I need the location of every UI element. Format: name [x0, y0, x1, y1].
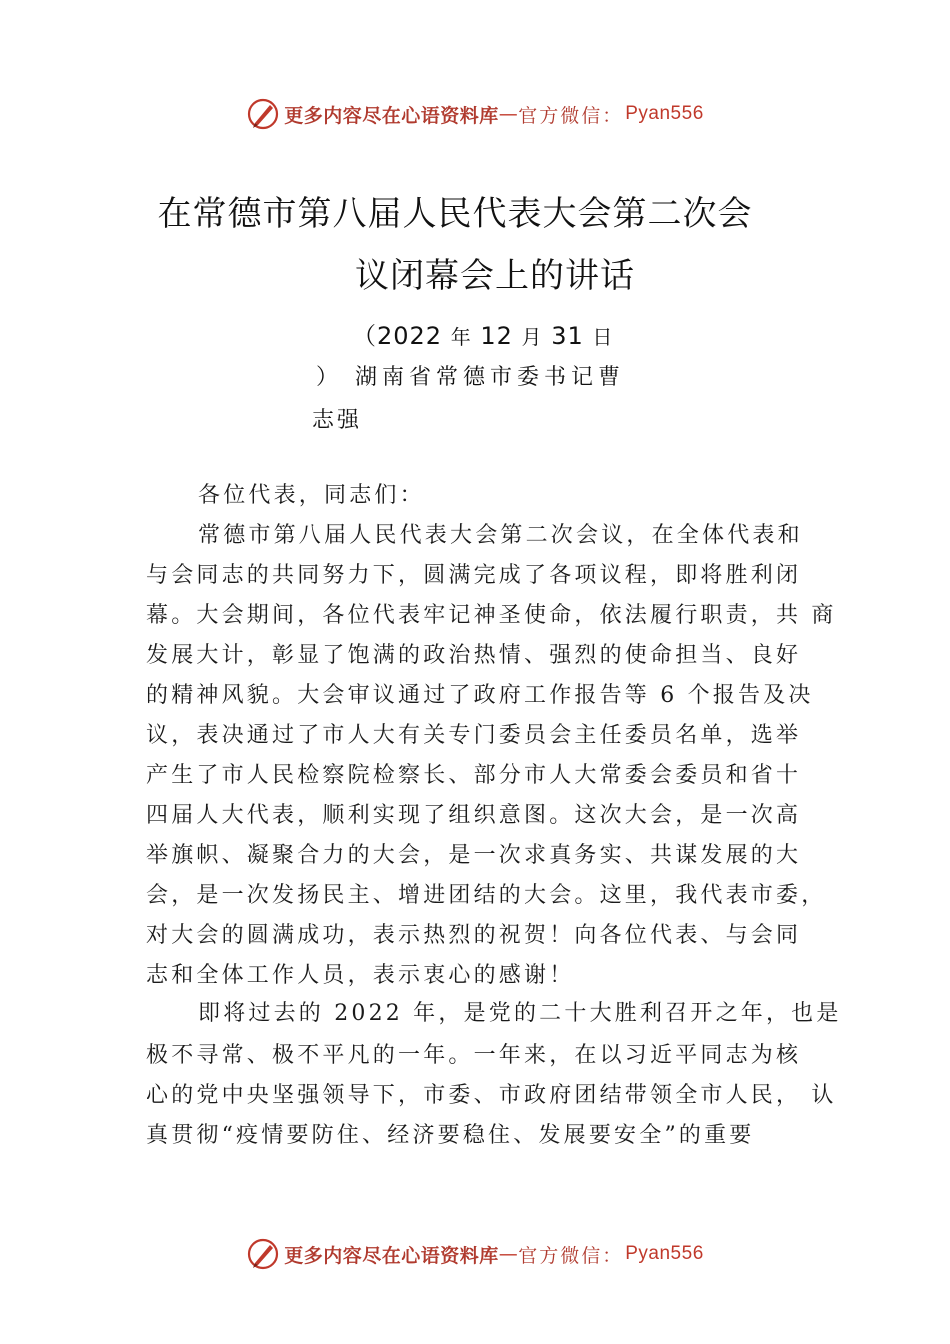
body-line: 的精神风貌。大会审议通过了政府工作报告等 6 个报告及决	[146, 683, 814, 708]
body-line: 常德市第八届人民代表大会第二次会议，在全体代表和	[198, 523, 803, 548]
date-year-char: 年	[450, 325, 472, 349]
pen-logo-icon	[246, 1237, 280, 1271]
page-title-line-1: 在常德市第八届人民代表大会第二次会	[157, 194, 753, 234]
date-open: （2022	[352, 322, 443, 350]
speech-author-line-1: ） 湖南省常德市委书记曹	[316, 365, 625, 390]
body-line: 幕。大会期间，各位代表牢记神圣使命，依法履行职责，共 商	[146, 603, 837, 628]
body-line: 与会同志的共同努力下，圆满完成了各项议程，即将胜利闭	[146, 563, 802, 588]
body-line: 志和全体工作人员，表示衷心的感谢！	[146, 963, 575, 988]
date-day-char: 日	[592, 325, 614, 349]
watermark-header	[0, 96, 950, 132]
body-line: 发展大计，彰显了饱满的政治热情、强烈的使命担当、良好	[146, 643, 802, 668]
body-line: 各位代表，同志们：	[198, 483, 425, 508]
watermark-dash: —	[498, 1243, 519, 1265]
body-line: 即将过去的 2022 年，是党的二十大胜利召开之年，也是	[198, 1001, 842, 1026]
body-line: 举旗帜、凝聚合力的大会，是一次求真务实、共谋发展的大	[146, 843, 802, 868]
body-line: 极不寻常、极不平凡的一年。一年来，在以习近平同志为核	[146, 1043, 802, 1068]
body-line: 真贯彻“疫情要防住、经济要稳住、发展要安全”的重要	[146, 1123, 755, 1148]
page-title-line-2: 议闭幕会上的讲话	[355, 256, 635, 296]
date-month-num: 12	[480, 322, 513, 350]
watermark-site: 更多内容尽在心语资料库	[284, 1244, 499, 1267]
speech-author-line-2: 志强	[312, 408, 363, 433]
watermark-wechat-id: Pyan556	[625, 1243, 704, 1264]
body-line: 产生了市人民检察院检察长、部分市人大常委会委员和省十	[146, 763, 802, 788]
body-line: 议，表决通过了市人大有关专门委员会主任委员名单，选举	[146, 723, 802, 748]
body-line: 会，是一次发扬民主、增进团结的大会。这里，我代表市委，	[146, 883, 827, 908]
watermark-dash: —	[498, 103, 519, 125]
watermark-wechat-label: 官方微信：	[518, 1244, 624, 1267]
body-line: 四届人大代表，顺利实现了组织意图。这次大会，是一次高	[146, 803, 802, 828]
watermark-wechat-label: 官方微信：	[518, 104, 624, 127]
date-month-char: 月	[521, 325, 543, 349]
watermark-wechat-id: Pyan556	[625, 103, 704, 124]
date-day-num: 31	[551, 322, 584, 350]
pen-logo-icon	[246, 97, 280, 131]
speech-date	[352, 316, 613, 351]
body-line: 对大会的圆满成功，表示热烈的祝贺！向各位代表、与会同	[146, 923, 802, 948]
watermark-site: 更多内容尽在心语资料库	[284, 104, 499, 127]
body-line: 心的党中央坚强领导下，市委、市政府团结带领全市人民， 认	[146, 1083, 837, 1108]
watermark-footer	[0, 1236, 950, 1272]
